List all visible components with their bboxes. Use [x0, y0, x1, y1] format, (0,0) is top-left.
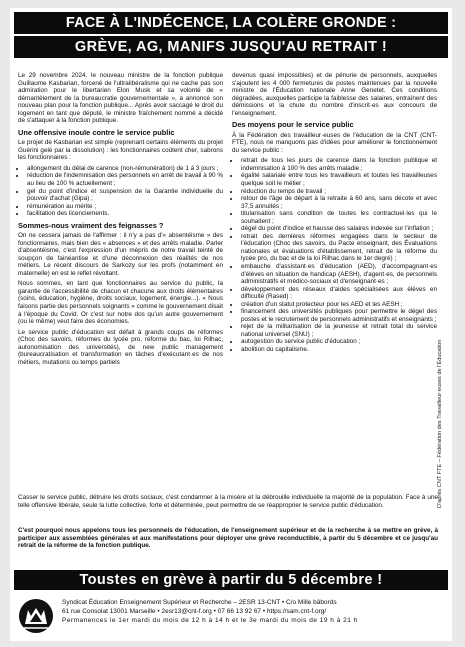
section-heading-offensive: Une offensive inouïe contre le service public: [18, 127, 175, 137]
list-item: • retrait de tous les jours de carence dans la fonction publique et indemnisation à 100 % des arrêts maladie ;: [240, 157, 437, 172]
closing-paragraph: Casser le service public, détruire les droits sociaux, c'est condamner à la misère et la débrouille individuelle la majorité de la population. Face à une telle offensive libérale, seule la lutte collective, forte et déterminée, peut permettre de se réapproprier le service public d'éducation.: [18, 494, 438, 509]
cnt-cat-logo-icon: [18, 598, 54, 634]
list-item: • allongement du délai de carence (non-rémunération) de 1 à 3 jours ;: [26, 165, 223, 173]
list-item: • rémunération au mérite ;: [26, 203, 223, 211]
list-item: • embauche d'assistant·es d'éducation (AED), d'accompagnant·es d'élèves en situation de handicap (AESH), d'agent·es, de personnels administratifs et médico-sociaux et d'enseignant·es ;: [240, 263, 437, 286]
section-heading-moyens: Des moyens pour le service public: [232, 120, 354, 130]
right-column: [232, 72, 437, 357]
headline: FACE À L'INDÉCENCE, LA COLÈRE GRONDE :: [14, 12, 448, 34]
paragraph: À la Fédération des travailleur·euses de l'éducation de la CNT (CNT-FTE), nous ne manquons pas d'idées pour améliorer le fonctionnement du service public :: [232, 131, 437, 154]
list-item: • réduction de l'indemnisation des personnels en arrêt de travail à 90 % au lieu de 100 % actuellement ;: [26, 172, 223, 187]
list-item: • facilitation des licenciements.: [26, 210, 223, 218]
list-item: • retour de l'âge de départ à la retraite à 60 ans, sans décote et avec 37,5 annuités ;: [240, 195, 437, 210]
list-item: • développement des réseaux d'aides spécialisées aux élèves en difficulté (Rased) ;: [240, 286, 437, 301]
strike-banner: Toustes en grève à partir du 5 décembre !: [14, 570, 448, 590]
list-item: • titularisation sans condition de toutes les contractuel·les qui le souhaitent ;: [240, 210, 437, 225]
list-item: • retrait des dernières réformes engagées dans le secteur de l'éducation (Choc des savoirs, du Pacte enseignant, des Évaluations nationales et évaluations d'établissement, retrait de la réforme du lycée pro, du bac et de la loi Rilhac dans le 1er degré) ;: [240, 233, 437, 263]
paragraph: Le projet de Kasbarian est simple (reprenant certains éléments du projet Guérini gelé par la dissolution) : les fonctionnaires coûtent cher, sabrons les fonctionnaires :: [18, 139, 223, 162]
subheadline: GRÈVE, AG, MANIFS JUSQU'AU RETRAIT !: [14, 36, 448, 58]
paragraph: devenus quasi impossibles) et de pénurie de personnels, auxquelles s'ajoutent les 4 000 fermetures de postes maintenues par la nouvelle ministre de l'Éducation nationale Anne Genetet. Ces conditions dégradées, auxquelles participe la faiblesse des salaires, entraînent des démissions et la chute du nombre d'inscrit·es aux concours de l'enseignement.: [232, 72, 437, 117]
footer-permanences: Permanences le 1er mardi du mois de 12 h à 14 h et le 3e mardi du mois de 19 h à 21 h: [62, 617, 358, 624]
section-heading-feignasses: Sommes-nous vraiment des feignasses ?: [18, 220, 164, 230]
list-item: • création d'un statut protecteur pour les AED et les AESH ;: [240, 301, 437, 309]
list-item: • dégel du point d'indice et hausse des salaires indexée sur l'inflation ;: [240, 225, 437, 233]
paragraph: Le service public d'éducation est défait à grands coups de réformes (Choc des savoirs, réformes du lycée pro, réforme du bac, loi Rilhac, autonomisation des universités), de new public management (bureaucratisation et transformation en tâches d'exécutant·es de nos métiers, mutations ou temps partiels: [18, 328, 223, 366]
list-item: • abolition du capitalisme.: [240, 346, 437, 354]
demands-list: [232, 157, 437, 353]
tract-page: [10, 8, 452, 641]
paragraph: On ne cessera jamais de l'affirmer : il n'y a pas d'« absentéisme » des fonctionnaires, mais bien des « absences » et des arrêts maladie. Parler d'absentéisme, c'est l'expression d'un mépris de notre travail teinté de soupçon de fainéantise et d'une déconnexion des réalités de nos métiers. Le récent discours de Sarkozy sur les profs (notamment en maternelle) en est le reflet révoltant.: [18, 232, 223, 277]
call-to-action-paragraph: C'est pourquoi nous appelons tous les personnels de l'éducation, de l'enseignement supérieur et de la recherche à se mettre en grève, à participer aux assemblées générales et aux manifestations pour déployer une grève reconductible, à partir du 5 décembre et ce jusqu'au retrait de la réforme de la fonction publique.: [18, 527, 438, 550]
list-item: • réduction du temps de travail ;: [240, 188, 437, 196]
left-column: [18, 72, 223, 369]
footer-union: Syndicat Éducation Enseignement Supérieur et Recherche – 2ESR 13-CNT • C/o Mille bâbords: [62, 599, 337, 606]
list-item: • financement des universités publiques pour permettre le dégel des postes et le recrutement de personnels administratifs et enseignants ;: [240, 308, 437, 323]
footer-address: 61 rue Consolat 13001 Marseille • 2esr13@cnt-f.org • 07 66 13 92 67 • https://sam.cnt-f.org/: [62, 608, 327, 615]
paragraph: Nous sommes, en tant que fonctionnaires au service du public, la garantie de l'accessibilité de chacun et chacune aux droits élémentaires (soins, éducation, hygiène, droits sociaux, logement, énergie...). « Nous faisons partie des personnels soignants » comme le gouvernement disait à l'époque du Covid. Or c'est sur notre dos qu'un autre gouvernement (ou le même) veut faire des économies.: [18, 280, 223, 326]
side-credit-text: D'après CNT FTE – Fédération des Travailleur·euses de l'Éducation: [437, 339, 443, 508]
measures-list: [18, 165, 223, 218]
list-item: • autogestion du service public d'éducation ;: [240, 338, 437, 346]
intro-paragraph: Le 29 novembre 2024, le nouveau ministre de la fonction publique Guillaume Kasbarian, forcené de l'ultralibéralisme qui ne cache pas son admiration pour le libertarien Elon Musk et sa volonté de « démantèlement de la bureaucratie gouvernementale », a annoncé son nouveau plan pour la fonction publique... Après avoir saccagé le droit du logement en tant que député, le ministre fraîchement nommé a décidé de s'attaquer à la fonction publique.: [18, 72, 223, 125]
footer: [62, 598, 450, 625]
list-item: • rejet de la militarisation de la jeunesse et retrait total du service national universel (SNU) ;: [240, 323, 437, 338]
list-item: • gel du point d'indice et suspension de la Garantie individuelle du pouvoir d'achat (Gipa) ;: [26, 188, 223, 203]
list-item: • égalité salariale entre tous les travailleurs et toutes les travailleuses quelque soit le métier ;: [240, 172, 437, 187]
